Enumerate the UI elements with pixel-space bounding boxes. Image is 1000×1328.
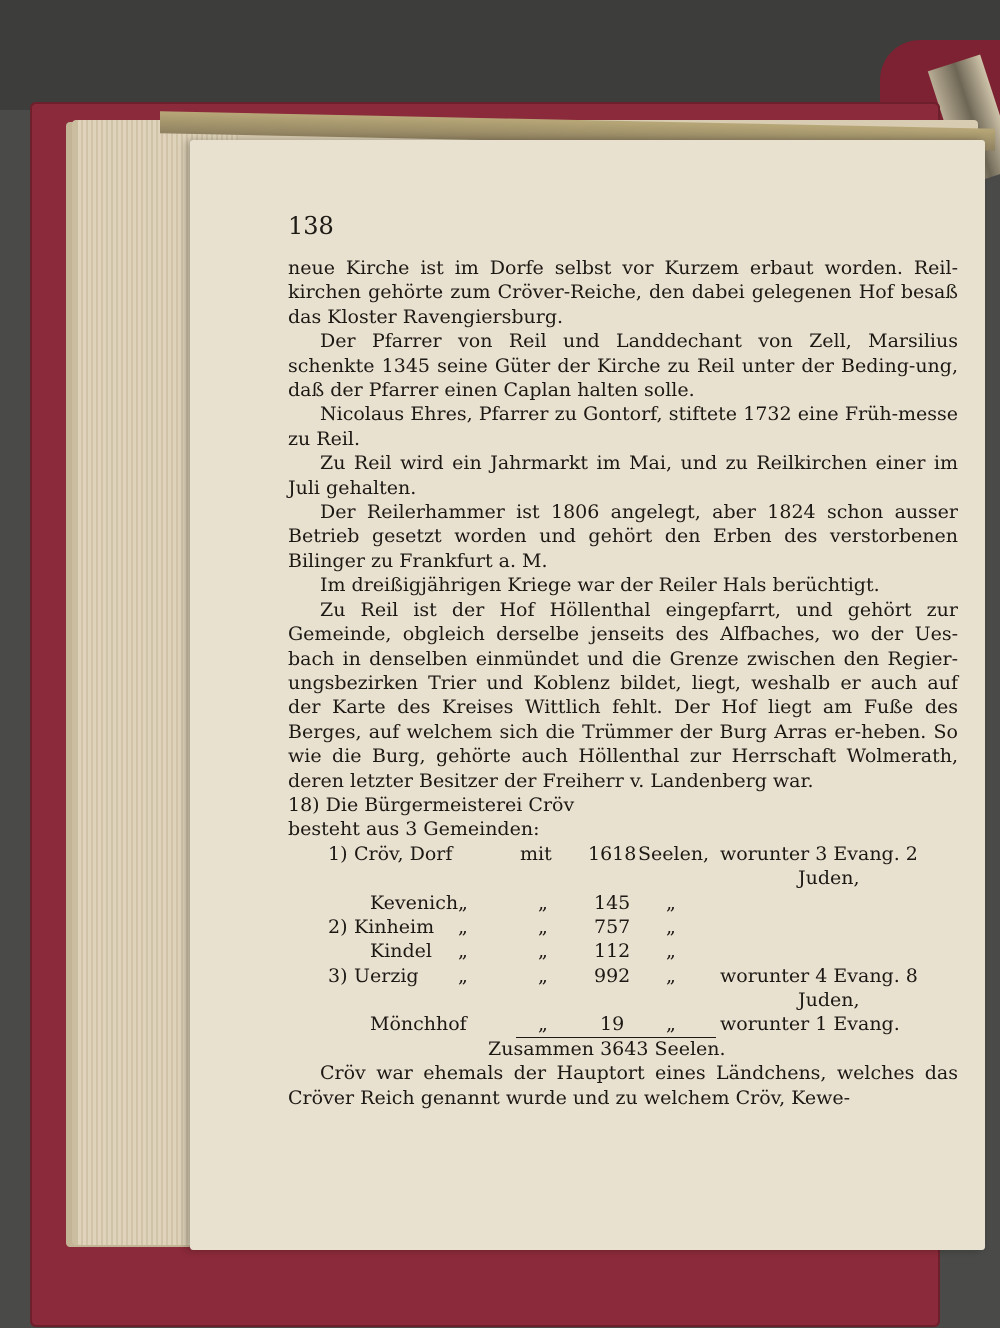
paragraph: Nicolaus Ehres, Pfarrer zu Gontorf, stiftete 1732 eine Früh-messe zu Reil. [288,403,958,450]
row-mit: „ [538,940,548,963]
population-table [288,842,958,1062]
paragraph: Zu Reil wird ein Jahrmarkt im Mai, und zu Reilkirchen einer im Juli gehalten. [288,452,958,499]
row-mit: mit [520,842,552,865]
paragraph: neue Kirche ist im Dorfe selbst vor Kurzem erbaut worden. Reil-kirchen gehörte zum Cröver-Reiche, den dabei gelegenen Hof besaß das Kloster Ravengiersburg. [288,257,958,328]
row-note: worunter 4 Evang. 8 [720,964,918,987]
page-number: 138 [288,212,334,240]
page-body [288,256,958,1110]
row-unit: „ [666,891,676,914]
row-ditto: „ [458,891,468,914]
closing-paragraph: Cröv war ehemals der Hauptort eines Ländchens, welches das Cröver Reich genannt wurde und zu welchem Cröv, Kewe- [288,1062,958,1109]
book-page [190,140,985,1250]
table-row [288,842,958,866]
total-row [288,1037,958,1061]
row-name: Kevenich [370,891,459,914]
table-row [288,964,958,988]
row-ditto: „ [458,915,468,938]
table-row [288,1012,958,1036]
row-name: Mönchhof [370,1013,467,1036]
row-note: worunter 1 Evang. [720,1013,900,1036]
row-name: Kinheim [354,915,435,938]
table-row [288,915,958,939]
row-value: 1618 [588,842,637,865]
row-unit: „ [666,915,676,938]
table-row-continuation [288,988,958,1012]
row-ditto: „ [458,964,468,987]
paragraph: Der Reilerhammer ist 1806 angelegt, aber 1824 schon ausser Betrieb gesetzt worden und gehört den Erben des verstorbenen Bilinger zu Frankfurt a. M. [288,501,958,572]
row-unit: „ [666,1013,676,1036]
row-unit: „ [666,964,676,987]
section-heading: 18) Die Bürgermeisterei Cröv [288,793,575,816]
table-row [288,891,958,915]
backdrop [0,0,1000,110]
row-note-continued: Juden, [798,867,860,890]
row-unit: Seelen, [638,842,710,865]
row-number: 3) [328,964,348,987]
row-value: 757 [594,915,631,938]
table-row-continuation [288,866,958,890]
row-value: 112 [594,940,631,963]
row-ditto: „ [458,940,468,963]
row-value: 992 [594,964,631,987]
row-mit: „ [538,915,548,938]
intro-line: besteht aus 3 Gemeinden: [288,818,540,841]
row-number: 2) [328,915,348,938]
row-note: worunter 3 Evang. 2 [720,842,918,865]
row-name: Uerzig [354,964,419,987]
table-row [288,939,958,963]
row-name: Cröv, Dorf [354,842,453,865]
row-value: 145 [594,891,631,914]
paragraph: Im dreißigjährigen Kriege war der Reiler Hals berüchtigt. [320,574,880,597]
total-line: Zusammen 3643 Seelen. [488,1037,726,1060]
row-mit: „ [538,891,548,914]
row-note-continued: Juden, [798,989,860,1012]
row-number: 1) [328,842,348,865]
row-unit: „ [666,940,676,963]
paragraph: Der Pfarrer von Reil und Landdechant von Zell, Marsilius schenkte 1345 seine Güter der Kirche zu Reil unter der Beding-ung, daß der Pfarrer einen Caplan halten solle. [288,330,958,402]
row-name: Kindel [370,940,432,963]
row-mit: „ [538,964,548,987]
row-value: 19 [600,1013,625,1036]
row-mit: „ [538,1013,548,1036]
paragraph: Zu Reil ist der Hof Höllenthal eingepfarrt, und gehört zur Gemeinde, obgleich derselbe jenseits des Alfbaches, wo der Ues-bach in denselben einmündet und die Grenze zwischen den Regier-ungsbezirken Trier und Koblenz bildet, liegt, weshalb er auch auf der Karte des Kreises Wittlich fehlt. Der Hof liegt am Fuße des Berges, auf welchem sich die Trümmer der Burg Arras er-heben. So wie die Burg, gehörte auch Höllenthal zur Herrschaft Wolmerath, deren letzter Besitzer der Freiherr v. Landenberg war. [288,598,958,792]
